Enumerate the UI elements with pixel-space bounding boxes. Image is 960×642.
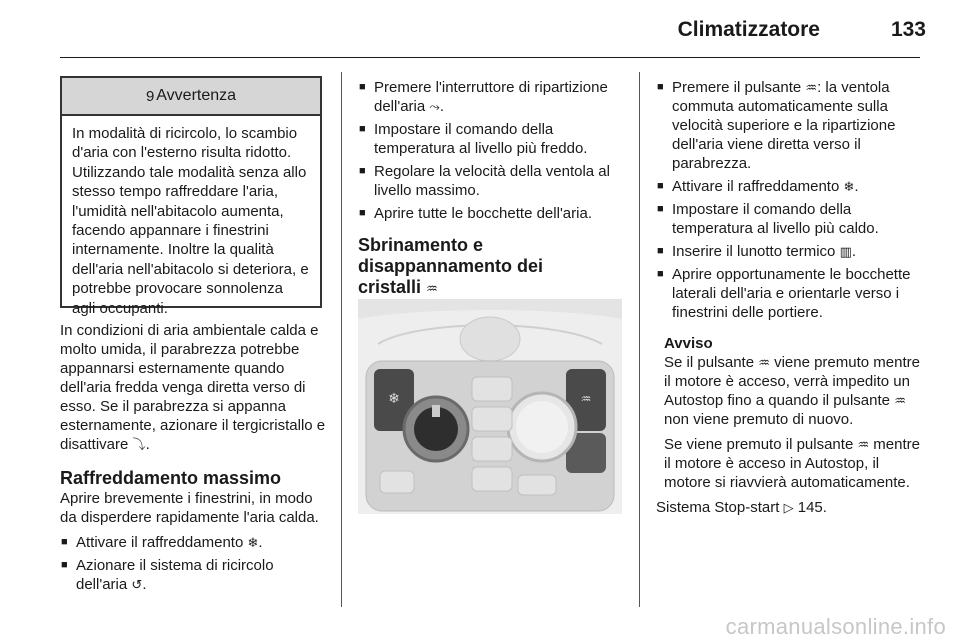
list-item: ■ Regolare la velocità della ventola al livello massimo.: [358, 162, 624, 200]
warning-box: [60, 76, 322, 317]
list-item: ■ Aprire tutte le bocchette dell'aria.: [358, 204, 624, 223]
cooling-icon: ❄: [247, 535, 259, 550]
column-1: [60, 321, 326, 598]
section-heading: Sbrinamento e disappannamento dei cristalli ♒: [358, 235, 544, 297]
page-number: 133: [890, 18, 926, 41]
warning-header: [62, 78, 320, 116]
svg-text:❄: ❄: [388, 391, 400, 407]
defrost-icon: ♒: [805, 80, 818, 95]
svg-text:♒: ♒: [580, 392, 592, 406]
step-list: [358, 78, 624, 223]
rear-window-heating-icon: ▥: [839, 244, 852, 259]
warning-text: In modalità di ricircolo, lo scambio d'aria con l'esterno risulta ridotto. Utilizzando tale modalità senza allo stesso tempo raffreddare l'aria, l'umidità nell'abitacolo aumenta, facendo appannare i finestrini internamente. Inoltre la qualità dell'aria nell'abitacolo si deteriora, e potrebbe provocare sonnolenza agli occupanti.: [72, 125, 309, 317]
paragraph: Aprire brevemente i finestrini, in modo da disperdere rapidamente l'aria calda.: [60, 490, 319, 526]
defrost-icon: ♒: [426, 281, 438, 296]
cooling-icon: ❄: [843, 179, 855, 194]
defrost-icon: ♒: [857, 437, 870, 452]
note: [656, 334, 922, 492]
list-item: ■ Impostare il comando della temperatura al livello più freddo.: [358, 120, 624, 158]
list-item: ■ Attivare il raffreddamento ❄.: [656, 177, 922, 196]
defrost-icon: ♒: [758, 355, 770, 370]
section-heading: Raffreddamento massimo: [60, 468, 282, 488]
list-item: ■ Azionare il sistema di ricircolo dell'aria ↺.: [60, 556, 326, 594]
watermark: carmanualsonline.info: [725, 614, 946, 639]
list-item: ■ Attivare il raffreddamento ❄.: [60, 533, 326, 552]
cross-reference[interactable]: Sistema Stop-start ▷ 145.: [656, 499, 827, 516]
note-paragraph: Se viene premuto il pulsante ♒ mentre il motore è acceso in Autostop, il motore si riavvierà automaticamente.: [664, 436, 920, 491]
list-item: ■ Aprire opportunamente le bocchette laterali dell'aria e orientarle verso i finestrini delle portiere.: [656, 265, 922, 322]
note-title: Avviso: [664, 335, 713, 352]
column-3: [656, 78, 922, 523]
warning-icon: 9: [145, 87, 155, 105]
air-distribution-icon: ⤳: [429, 99, 440, 114]
note-paragraph: Se il pulsante ♒ viene premuto mentre il motore è acceso, verrà impedito un Autostop fino a quando il pulsante ♒ non viene premuto di nuovo.: [664, 354, 920, 428]
header-rule: [60, 57, 920, 58]
list-item: ■ Premere il pulsante ♒: la ventola commuta automaticamente sulla velocità superiore e la ripartizione dell'aria viene diretta verso il parabrezza.: [656, 78, 922, 173]
list-item: ■ Premere l'interruttore di ripartizione dell'aria ⤳.: [358, 78, 624, 116]
column-2: [358, 78, 624, 299]
warning-title: Avvertenza: [156, 87, 237, 104]
column-divider-1: [341, 72, 342, 607]
list-item: ■ Impostare il comando della temperatura al livello più caldo.: [656, 200, 922, 238]
climate-control-panel-image: [358, 299, 622, 514]
page-reference-arrow-icon: ▷: [783, 500, 794, 515]
step-list: [656, 78, 922, 322]
recirculation-icon: ↺: [131, 577, 143, 592]
air-distribution-icon: ⤵: [132, 437, 146, 452]
paragraph: In condizioni di aria ambientale calda e molto umida, il parabrezza potrebbe appannarsi esternamente quando dell'aria fredda venga diretta verso di esso. Se il parabrezza si appanna esternamente, azionare il tergicristallo e disattivare ⤵.: [60, 322, 326, 453]
defrost-icon: ♒: [894, 393, 906, 408]
column-divider-2: [639, 72, 640, 607]
step-list: [60, 533, 326, 594]
section-title: Climatizzatore: [677, 18, 820, 41]
list-item: ■ Inserire il lunotto termico ▥.: [656, 242, 922, 261]
